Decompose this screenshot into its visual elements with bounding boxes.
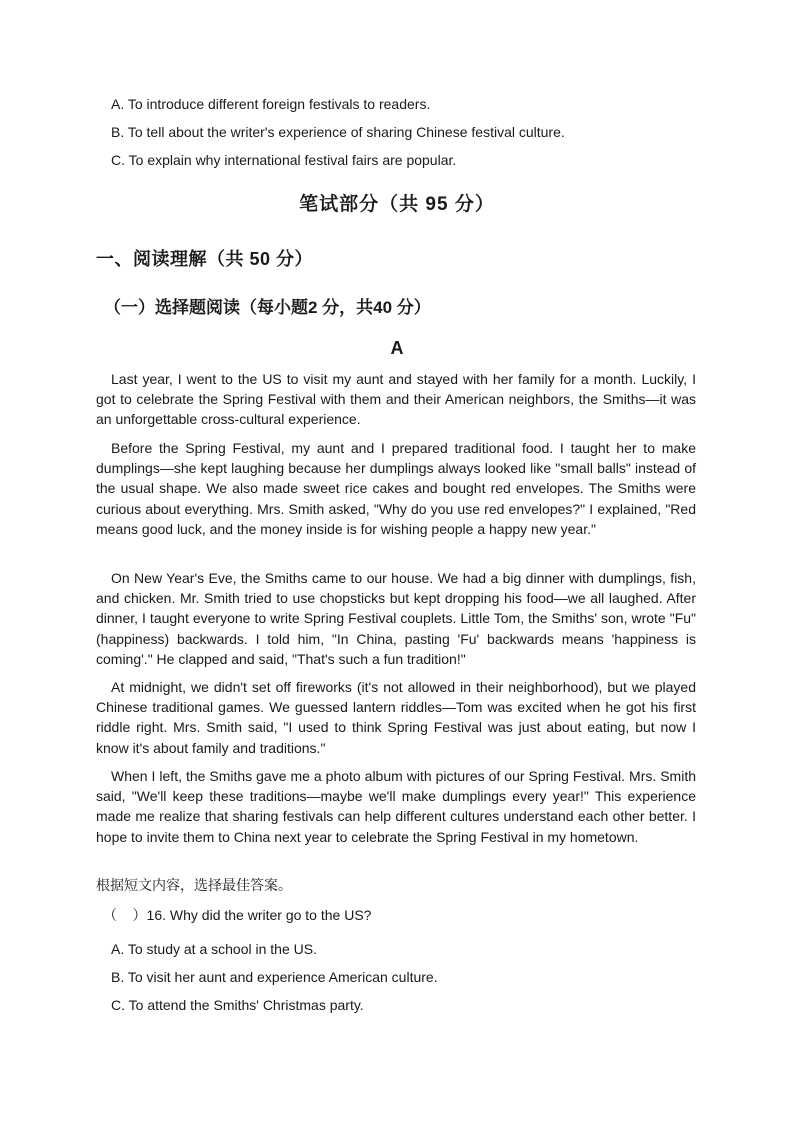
prev-option-b: B. To tell about the writer's experience of sharing Chinese festival culture.	[111, 124, 565, 140]
question-16-option-a: A. To study at a school in the US.	[111, 941, 317, 957]
question-16-option-b: B. To visit her aunt and experience American culture.	[111, 969, 438, 985]
passage-paragraph-3: On New Year's Eve, the Smiths came to our house. We had a big dinner with dumplings, fish, and chicken. Mr. Smith tried to use chopsticks but kept dropping his food—we all laughed. After dinner, I taught everyone to write Spring Festival couplets. Little Tom, the Smiths' son, wrote "Fu" (happiness) backwards. I told him, "In China, pasting 'Fu' backwards means 'happiness is coming'." He clapped and said, "That's such a fun tradition!"	[96, 570, 696, 667]
passage-paragraph-4: At midnight, we didn't set off fireworks (it's not allowed in their neighborhood), but we played Chinese traditional games. We guessed lantern riddles—Tom was excited when he got his first riddle right. Mrs. Smith said, "I used to think Spring Festival was just about eating, but now I know it's about family and traditions."	[96, 679, 696, 756]
passage-paragraph-2: Before the Spring Festival, my aunt and I prepared traditional food. I taught her to make dumplings—she kept laughing because her dumplings always looked like "small balls" instead of the usual shape. We also made sweet rice cakes and bought red envelopes. The Smiths were curious about everything. Mrs. Smith asked, "Why do you use red envelopes?" I explained, "Red means good luck, and the money inside is for wishing people a happy new year."	[96, 440, 696, 537]
passage-paragraph-5: When I left, the Smiths gave me a photo album with pictures of our Spring Festival. Mrs. Smith said, "We'll keep these traditions—maybe we'll make dumplings every year!" This experience made me realize that sharing festivals can help different cultures understand each other better. I hope to invite them to China next year to celebrate the Spring Festival in my hometown.	[96, 768, 696, 845]
passage-paragraph-1: Last year, I went to the US to visit my aunt and stayed with her family for a month. Luckily, I got to celebrate the Spring Festival with them and their American neighbors, the Smiths—it was an unforgettable cross-cultural experience.	[96, 371, 696, 428]
prev-option-a: A. To introduce different foreign festivals to readers.	[111, 96, 431, 112]
question-16-stem: （ ）16. Why did the writer go to the US?	[103, 907, 372, 923]
written-part-title: 笔试部分（共 95 分）	[299, 194, 495, 215]
subsection-one-title: （一）选择题阅读（每小题2 分，共40 分）	[104, 298, 431, 317]
prev-option-c: C. To explain why international festival fairs are popular.	[111, 152, 457, 168]
passage-letter: A	[390, 338, 404, 358]
section-one-title: 一、阅读理解（共 50 分）	[96, 249, 314, 269]
question-16-option-c: C. To attend the Smiths' Christmas party.	[111, 997, 364, 1013]
instruction-text: 根据短文内容，选择最佳答案。	[96, 877, 292, 893]
